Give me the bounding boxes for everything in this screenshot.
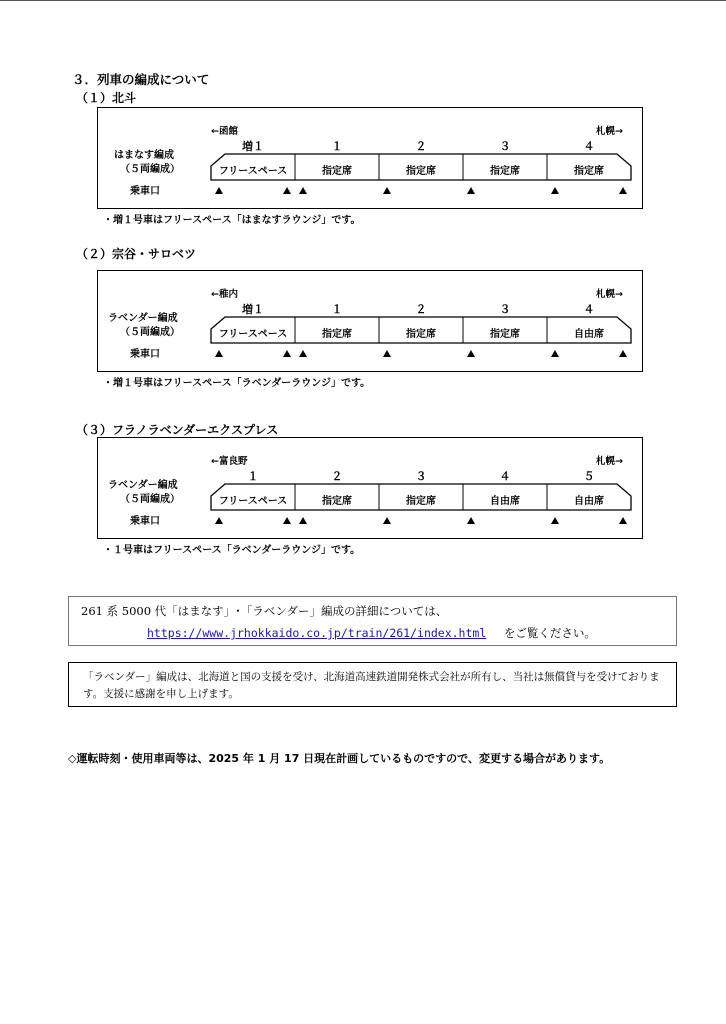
formation-count: （５両編成） <box>120 164 180 175</box>
boarding-label: 乗車口 <box>130 516 160 527</box>
car-number: ４ <box>583 140 595 153</box>
formation-box <box>97 107 643 209</box>
train-note: ・１号車はフリースペース「ラベンダーラウンジ」です。 <box>103 545 361 556</box>
section-title: ３．列車の編成について <box>72 72 210 87</box>
car-number: ３ <box>499 140 511 153</box>
boarding-door-marker <box>215 350 223 357</box>
train-diagram <box>98 438 644 540</box>
formation-count: （５両編成） <box>120 327 180 338</box>
boarding-door-marker <box>215 517 223 524</box>
boarding-door-marker <box>467 350 475 357</box>
formation-box <box>97 270 643 372</box>
left-destination: ←稚内 <box>211 289 238 300</box>
boarding-label: 乗車口 <box>130 349 160 360</box>
formation-name: はまなす編成 <box>114 150 174 161</box>
car-seat-type: フリースペース <box>218 496 288 507</box>
formation-box <box>97 437 643 539</box>
detail-info-text: 261 系 5000 代「はまなす」･「ラベンダー」編成の詳細については、 <box>81 604 448 618</box>
boarding-door-marker <box>383 350 391 357</box>
left-destination: ←函館 <box>211 126 238 137</box>
boarding-door-marker <box>283 350 291 357</box>
formation-name: ラベンダー編成 <box>108 313 178 324</box>
boarding-door-marker <box>299 187 307 194</box>
boarding-door-marker <box>383 187 391 194</box>
footer-note: ◇運転時刻・使用車両等は、2025 年 1 月 17 日現在計画しているものですので、変更する場合があります。 <box>68 752 611 765</box>
train-note: ・増１号車はフリースペース「ラベンダーラウンジ」です。 <box>103 378 371 389</box>
boarding-door-marker <box>619 187 627 194</box>
left-destination: ←富良野 <box>211 456 248 467</box>
boarding-door-marker <box>467 187 475 194</box>
car-seat-type: 指定席 <box>574 166 604 177</box>
car-number: １ <box>331 303 343 316</box>
right-destination: 札幌→ <box>596 126 623 137</box>
detail-info-box <box>68 596 677 646</box>
boarding-door-marker <box>283 517 291 524</box>
car-seat-type: 指定席 <box>406 329 436 340</box>
train-heading: （２）宗谷・サロベツ <box>76 247 197 261</box>
boarding-door-marker <box>551 187 559 194</box>
boarding-door-marker <box>619 350 627 357</box>
car-number: ４ <box>583 303 595 316</box>
train-diagram <box>98 271 644 373</box>
train-heading: （１）北斗 <box>76 91 137 105</box>
detail-link-row <box>147 625 596 641</box>
car-number: １ <box>331 140 343 153</box>
car-seat-type: フリースペース <box>218 166 288 177</box>
train-heading: （３）フラノラベンダーエクスプレス <box>76 423 279 437</box>
car-number: ５ <box>583 470 595 483</box>
boarding-door-marker <box>299 517 307 524</box>
formation-count: （５両編成） <box>120 494 180 505</box>
car-number: 増１ <box>242 303 264 316</box>
car-seat-type: 自由席 <box>490 496 520 507</box>
car-number: ２ <box>415 140 427 153</box>
detail-link-suffix: をご覧ください。 <box>503 626 596 640</box>
support-text: 「ラベンダー」編成は、北海道と国の支援を受け、北海道高速鉄道開発株式会社が所有し、当社は無償貸与を受けております。支援に感謝を申し上げます。 <box>83 671 660 700</box>
boarding-door-marker <box>551 517 559 524</box>
car-number: ２ <box>415 303 427 316</box>
car-seat-type: 自由席 <box>574 329 604 340</box>
boarding-label: 乗車口 <box>130 186 160 197</box>
train-diagram <box>98 108 644 210</box>
boarding-door-marker <box>383 517 391 524</box>
car-seat-type: 指定席 <box>322 166 352 177</box>
boarding-door-marker <box>215 187 223 194</box>
detail-link[interactable]: https://www.jrhokkaido.co.jp/train/261/index.html <box>147 626 487 640</box>
boarding-door-marker <box>467 517 475 524</box>
car-seat-type: 自由席 <box>574 496 604 507</box>
support-box <box>68 662 677 707</box>
car-number: ４ <box>499 470 511 483</box>
right-destination: 札幌→ <box>596 289 623 300</box>
car-seat-type: 指定席 <box>406 496 436 507</box>
car-seat-type: 指定席 <box>322 329 352 340</box>
car-seat-type: 指定席 <box>406 166 436 177</box>
car-seat-type: 指定席 <box>490 166 520 177</box>
boarding-door-marker <box>299 350 307 357</box>
train-note: ・増１号車はフリースペース「はまなすラウンジ」です。 <box>103 215 361 226</box>
right-destination: 札幌→ <box>596 456 623 467</box>
boarding-door-marker <box>551 350 559 357</box>
car-number: ３ <box>415 470 427 483</box>
boarding-door-marker <box>619 517 627 524</box>
car-number: １ <box>247 470 259 483</box>
car-seat-type: 指定席 <box>322 496 352 507</box>
page-top-border <box>0 0 726 1</box>
formation-name: ラベンダー編成 <box>108 480 178 491</box>
boarding-door-marker <box>283 187 291 194</box>
car-seat-type: フリースペース <box>218 329 288 340</box>
car-number: 増１ <box>242 140 264 153</box>
car-number: ２ <box>331 470 343 483</box>
car-number: ３ <box>499 303 511 316</box>
car-seat-type: 指定席 <box>490 329 520 340</box>
